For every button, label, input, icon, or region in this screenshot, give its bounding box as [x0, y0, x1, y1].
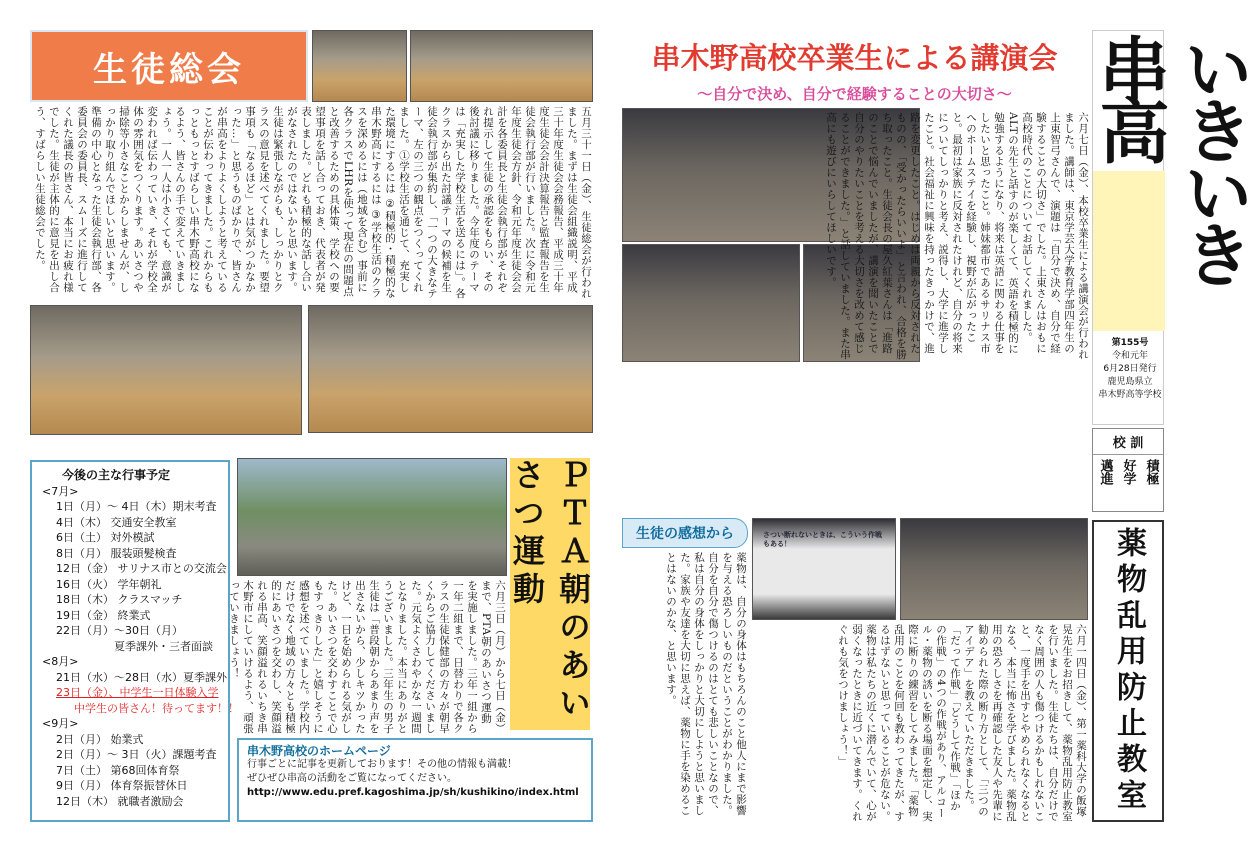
drug-photo [900, 518, 1088, 620]
homepage-title: 串木野高校のホームページ [247, 744, 391, 758]
schedule-item: 21日（水）～28日（水）夏季課外 [56, 670, 227, 684]
lecture-subtitle: ～自分で決め、自分で経験することの大切さ～ [697, 85, 1012, 103]
schedule-item: 12日（木） 就職者激励会 [56, 794, 184, 808]
lecture-body: 六月七日（金）、本校卒業生による講演会が行われました。講師は、東京学芸大学教育学部四年生の上東智弓さんで、演題は「自分で決め、自分で経験することの大切さ」でした。上東さんはおもに高校時代のことについてお話してくれました。ALTの先生と話すのが楽しくて、英語を積極的に勉強するようになり、将来は英語に関わる仕事をしたいと思ったこと。姉妹都市であるサリナス市へのホームステイを経験し、視野が広がったこと。最初は家族に反対されたけれど、自分の将来についてしっかりと考え、説得し、大学に進学したこと。社会福祉に興味を持ったきっかけで、進路を変更したこと。はじめは両親から反対されたものの、「受かったらいいよ」と言われ、合格を勝ち取ったこと。生徒会長の屋久紅葉さんは「進路のことで悩んでいましたが、講演を聞いたことで自分のやりたいことを考える大切さを改めて感じることができました。」と話していました。また串高にも遊びにいらしてほしいです。 [825, 112, 1089, 360]
soukai-title: 生徒総会 [93, 49, 245, 90]
schedule-item: 4日（木） 交通安全教室 [56, 515, 177, 529]
schedule-item: 22日（月）～30日（月） [56, 624, 183, 637]
schedule-item: 16日（火） 学年朝礼 [56, 577, 162, 591]
schedule-item: 18日（木） クラスマッチ [56, 593, 183, 606]
masthead-publisher1: 鹿児島県立 [1107, 377, 1153, 387]
soukai-title-banner [30, 30, 308, 102]
lecture-photo-2 [622, 244, 800, 362]
masthead-title: いきいき串高 [1088, 33, 1254, 281]
schedule-item: 2日（月）～ 3日（火）課題考査 [56, 748, 217, 761]
masthead-date2: 6月28日発行 [1103, 364, 1157, 374]
homepage-line1: 行事ごとに記事を更新しております！その他の情報も満載！ [247, 759, 517, 770]
lecture-title: 串木野高校卒業生による講演会 [651, 41, 1058, 75]
masthead-publisher2: 串木野高等学校 [1098, 390, 1162, 400]
schedule-item: 2日（月） 始業式 [56, 732, 144, 746]
drug-title: 薬物乱用防止教室 [1111, 527, 1146, 815]
impression-title: 生徒の感想から [636, 526, 734, 542]
schedule-july-label: <7月> [42, 484, 79, 498]
pta-body: 六月三日（月）から七日（金）まで、PTA朝のあいさつ運動を実施しました。三年一組から一年二組まで、日替わりで各クラスの生徒保健部の方々が朝早くからご協力してくださいました。元気よくさわやかな一週間となりました。本当にありがとうございました。三年生の男子生徒は「普段朝からあまり声を出さないから、少しキツかったけど、一日を始められる気がした。あいさつを交わすことで心もすっきりした」と嬉しそうに感想を述べていました。学校内だけでなく地域の方々とも積極的にあいさつを交わし、笑顔溢れる串高、笑顔溢れるいちき串木野市にしていけるよう、頑張っていきましょう！ [228, 580, 506, 734]
kokun-box [1092, 428, 1164, 512]
schedule-item: 1日（月）～ 4日（木）期末考査 [56, 500, 217, 513]
pta-title: ＰＴＡ朝のあいさつ運動 [508, 458, 592, 724]
lecture-header [622, 30, 1087, 108]
soukai-photo-3 [30, 305, 302, 435]
schedule-item: 7日（土） 第68回体育祭 [56, 763, 180, 777]
schedule-sep-label: <9月> [42, 717, 79, 730]
schedule-item: 6日（土） 対外模試 [56, 531, 155, 544]
schedule-item-highlight-sub: 中学生の皆さん！待ってます！！ [74, 701, 239, 715]
impression-body: 薬物は、自分の身体はもちろんのこと他人にまで影響を与える恐ろしいものだということがわかりました。自分を自分で傷つけるのはとても悲しいことなので、私は自分の身体をしっかりと大切にしようと思いました。家族や友達を大切に思えば、薬物に手を染めることはないのかな、と思います。 [665, 552, 747, 816]
impression-title-banner [622, 518, 748, 548]
kokun-word: 積極 [1143, 459, 1159, 485]
soukai-photo-4 [308, 305, 593, 433]
masthead-issue: 第155号 [1111, 338, 1149, 348]
kokun-word: 邁進 [1097, 459, 1113, 485]
schedule-item: 19日（金） 終業式 [56, 608, 151, 622]
slide-text: さつい断れないときは、こういう作戦もある！ [763, 531, 882, 548]
homepage-box [237, 738, 593, 822]
masthead-date: 令和元年 [1111, 351, 1148, 361]
drug-body: 六月一四日（金）、第一薬科大学の飯塚晃先生をお招きして、薬物乱用防止教室を行いました。生徒たちは、自分だけでなく周囲の人も傷つけるかもしれないこと、一度手を出すとやめられなくなるとなる、本当に怖さを学びました。薬物乱用の恐ろしさを再確認した友人や先輩に勧められた際の断り方として、「三つのアイデア」を教えていただきました。「だって作戦」「どうして作戦」「ほかの作戦」の4つの作戦があり、アルコール・薬物の誘いを断る場面を想定し、実際に断りの練習をしてみました。「薬物乱用のことを何回も教わってきたが、するはずないと思っていることが危ない。薬物は私たちの近くに潜んでいて、心が弱くなったときに近づいてきます。くれぐれも気をつけましょう！」 [837, 624, 1087, 822]
pta-photo [237, 458, 507, 576]
homepage-line2: ぜひぜひ串高の活動をご覧になってください。 [247, 773, 457, 784]
pta-title-banner [510, 458, 590, 730]
drug-title-banner [1092, 520, 1164, 822]
schedule-item: 12日（金） サリナス市との交流会 [56, 562, 227, 575]
schedule-item: 8日（月） 服装頭髪検査 [56, 546, 177, 560]
slide-photo [752, 518, 896, 620]
schedule-item-highlight: 23日（金）、中学生一日体験入学 [56, 686, 219, 699]
schedule-aug-label: <8月> [42, 655, 79, 668]
schedule-box [30, 460, 239, 822]
kokun-word: 好学 [1120, 459, 1136, 485]
schedule-title: 今後の主な行事予定 [61, 468, 170, 482]
soukai-body: 五月三十一日（金）、生徒総会が行われました。まずは生徒会組織説明、平成三十年度生徒会会務報告、平成三十年度生徒会会計決算報告と監査報告を生徒会執行部が行いました。次に令和元年度生徒会方針、令和元年度生徒会会計を各委員長と生徒会執行部がそれぞれ提示して生徒の承認をもらい、その後討議に移りました。今年度のテーマは「充実した学校生活を送るには」。各クラスから出た討議テーマの候補を生徒会執行部が集約し、「一つの大きなテーマ、左の三つの観点をつくってくれました。①学校生活を通じて、充実した環境にするには ②積極的・積極的な串木野高にするには ③学校生活のクラスを深めるには（地域を含む）事前に各クラスでLHRを使って現在の問題点と改善するための具体策、学校への要望事項を話し合っておき、代表者が発表しました。どれも積極的な話し合いがなされたのではないかと思います。生徒は緊張しながらも、しっかりとクラスの意見を述べてくれました。要望事項も「なるほど」とは気がつかなかった…」と思うものばかりで、皆さんが串高をよりよくしようと考えていることが伝わってきました。これからもっともっとすばらしい串木野高校になるよう、皆さんの手で変えていきましょう。一人一人は小さくても、意識が変われば伝わっていき、それが学校全体の雰囲気をつくります。あいさつや掃除等小さなことからしませんが、しっかり取り組んでほしいと思います。準備の中心となった生徒会執行部、各委員会の委員長、スムーズに進行してくれた議長の皆さん、本当にお疲れ様でした。生徒が主体的に意見を出し合う、すばらしい生徒総会でした。 [34, 106, 592, 299]
soukai-photo-1 [312, 30, 407, 102]
soukai-photo-2 [410, 30, 593, 102]
schedule-item: 9日（月） 体育祭振替休日 [56, 779, 188, 792]
schedule-item-sub: 夏季課外・三者面談 [114, 639, 213, 653]
lecture-body-lower [622, 366, 1088, 512]
kokun-label: 校 訓 [1093, 429, 1163, 455]
homepage-url[interactable]: http://www.edu.pref.kagoshima.jp/sh/kushikino/index.html [247, 787, 579, 798]
masthead [1088, 30, 1254, 425]
